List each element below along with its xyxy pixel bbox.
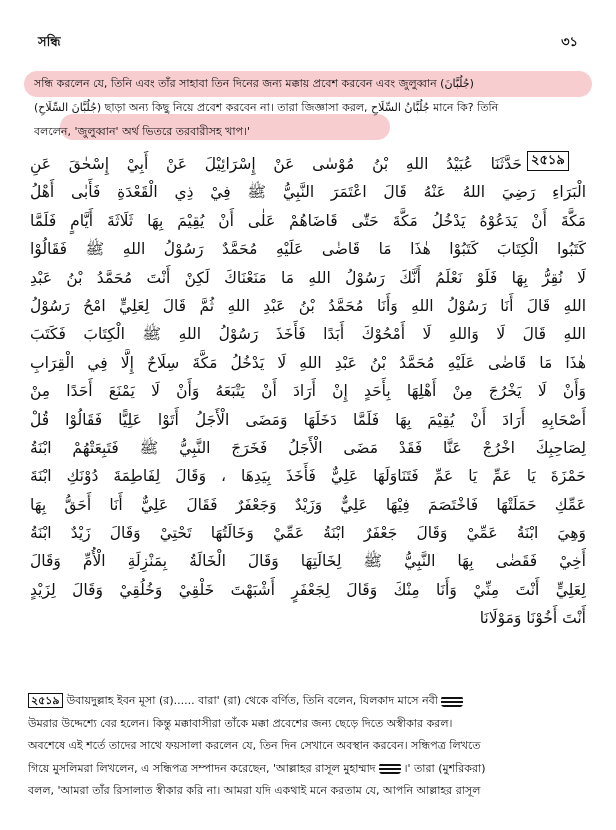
salawat-symbol-icon — [441, 696, 463, 707]
translation-line: অবশেষে এই শর্তে তাদের সাথে ফয়সালা করলেন যে, তিন দিন সেখানে অবস্থান করবেন। সন্ধিপত্র লিখতে — [28, 739, 481, 752]
translation-line — [28, 690, 590, 713]
arabic-line: لَا نُقِرُّ بِهَا فَلَوْ نَعْلَمُ أَنَّكَ رَسُوْلُ اللهِ مَا مَنَعْنَاكَ لَكِنْ أَنْتَ مُحَمَّدُ بْنُ عَبْدِ — [30, 268, 586, 287]
arabic-line: لِعَلِيٍّ أَنْتَ مِنِّيْ وَأَنَا مِنْكَ وَقَالَ لِجَعْفَرٍ أَشْبَهْتَ خَلْقِيْ وَخُلُقِيْ وَقَالَ لِزَيْدٍ — [30, 580, 586, 599]
arabic-line: اللهِ قَالَ أَنَا رَسُوْلُ اللهِ وَأَنَا مُحَمَّدُ بْنُ عَبْدِ اللهِ ثُمَّ قَالَ لِعَلِيٍّ امْحُ رَسُوْلُ — [30, 296, 586, 315]
arabic-line: اللهِ قَالَ لَا وَاللهِ لَا أَمْحُوْكَ أَبَدًا فَأَخَذَ رَسُوْلُ اللهِ ﷺ الْكِتَابَ فَكَتَبَ — [30, 325, 586, 344]
arabic-line: مَكَّةَ أَنْ يَدَعُوْهُ يَدْخُلُ مَكَّةَ حَتّٰى قَاضَاهُمْ عَلٰى أَنْ يُقِيْمَ بِهَا ثَلَاثَةَ أَيَّامٍ فَلَمَّا — [30, 211, 586, 230]
translation-line: বলল, 'আমরা তাঁর রিসালাত স্বীকার করি না। আমরা যদি একথাই মনে করতাম যে, আপনি আল্লাহর রাসূল — [28, 784, 481, 797]
translation-text: গিয়ে মুসলিমরা লিখলেন, এ সন্ধিপত্র সম্পাদন করেছেন, 'আল্লাহর রাসূল মুহাম্মাদ — [28, 761, 376, 775]
arabic-line: وَأَنْ لَا يَخْرُجَ مِنْ أَهْلِهَا بِأَحَدٍ إِنْ أَرَادَ أَنْ يَتْبَعَهُ وَأَنْ لَا يَمْنَعَ أَحَدًا مِنْ — [30, 382, 586, 401]
footnote-line: (جُلُبَّانَ السِّلَاحِ) ছাড়া অন্য কিছু নিয়ে প্রবেশ করবেন না। তারা জিজ্ঞাসা করল, جُلُبَّانُ السِّلَاحِ মানে কি? তিনি — [34, 101, 499, 114]
page-number: ৩১ — [561, 35, 578, 50]
bengali-translation — [28, 690, 590, 803]
footnote-line: সন্ধি করলেন যে, তিনি এবং তাঁর সাহাবা তিন দিনের জন্য মক্কায় প্রবেশ করবেন এবং জুলুব্বান (جُلُبَّانَ) — [34, 77, 474, 90]
arabic-line: عَمِّكِ حَمَلَتْهَا فَاخْتَصَمَ فِيْهَا عَلِيٌّ وَزَيْدٌ وَجَعْفَرٌ فَقَالَ عَلِيٌّ أَنَا أَحَقُّ بِهَا — [30, 495, 586, 514]
arabic-hadith-text — [30, 150, 586, 633]
salawat-symbol-icon — [379, 763, 401, 774]
translation-line: উমরার উদ্দেশ্যে বের হলেন। কিন্তু মক্কাবাসীরা তাঁকে মক্কা প্রবেশের জন্য ছেড়ে দিতে অস্বীকার করল। — [28, 716, 453, 730]
arabic-line: وَهِيَ ابْنَةُ عَمِّيْ وَقَالَ جَعْفَرٌ ابْنَةُ عَمِّيْ وَخَالَتُهَا تَحْتِيْ وَقَالَ زَيْدٌ ابْنَةُ — [30, 524, 586, 543]
arabic-line: حَمْزَةَ يَا عَمِّ يَا عَمِّ فَتَنَاوَلَهَا عَلِيٌّ فَأَخَذَ بِيَدِهَا ، وَقَالَ لِفَاطِمَةَ دُوْنَكِ ابْنَةَ — [30, 467, 586, 486]
arabic-line: هٰذَا مَا قَاضٰى عَلَيْهِ مُحَمَّدُ بْنُ عَبْدِ اللهِ لَا يَدْخُلُ مَكَّةَ سِلَاحٌ إِلَّا فِي الْقِرَابِ — [30, 353, 586, 372]
footnote-line: বললেন, 'জুলুব্বান' অর্থ ভিতরে তরবারীসহ খাপ।' — [34, 125, 250, 138]
translation-number: ২৫১৯ — [28, 693, 63, 708]
arabic-line: أَنْتَ أَخُوْنَا وَمَوْلَانَا — [479, 609, 586, 628]
arabic-line: أَصْحَابِهِ أَرَادَ أَنْ يُقِيْمَ بِهَا فَلَمَّا دَخَلَهَا وَمَضَى الْأَجَلُ أَتَوْا عَلِيًّا فَقَالُوْا قُلْ — [30, 410, 586, 429]
arabic-line: الْبَرَاءِ رَضِيَ اللهُ عَنْهُ قَالَ اعْتَمَرَ النَّبِيُّ ﷺ فِيْ ذِي الْقَعْدَةِ فَأَبٰى أَهْلُ — [30, 183, 586, 202]
translation-text: ।' তারা (মুশরিকরা) — [403, 761, 486, 775]
hadith-number: ২৫১৯ — [527, 151, 569, 171]
arabic-line: لِصَاحِبِكَ اخْرُجْ عَنَّا فَقَدْ مَضَى الْأَجَلُ فَخَرَجَ النَّبِيُّ ﷺ فَتَبِعَتْهُمْ ابْنَةُ — [30, 438, 586, 457]
arabic-line: كَتَبُوا الْكِتَابَ كَتَبُوْا هٰذَا مَا قَاضٰى عَلَيْهِ مُحَمَّدٌ رَسُوْلُ اللهِ ﷺ فَقَالُوْا — [30, 240, 586, 259]
translation-text: উবায়দুল্লাহ ইবন মূসা (র)...... বারা' (রা) থেকে বর্ণিত, তিনি বলেন, যিলকাদ মাসে নবী — [66, 694, 438, 707]
translation-line — [28, 758, 590, 781]
arabic-line: حَدَّثَنَا عُبَيْدُ اللهِ بْنُ مُوْسٰى عَنْ إِسْرَائِيْلَ عَنْ أَبِيْ إِسْحٰقَ عَنِ — [30, 155, 522, 173]
page-header-title: সন্ধি — [38, 35, 61, 50]
footnote — [34, 72, 588, 144]
arabic-line: أَخِيْ فَقَضٰى بِهَا النَّبِيُّ ﷺ لِخَالَتِهَا وَقَالَ الْخَالَةُ بِمَنْزِلَةِ الْأُمِّ وَقَالَ — [30, 552, 586, 571]
